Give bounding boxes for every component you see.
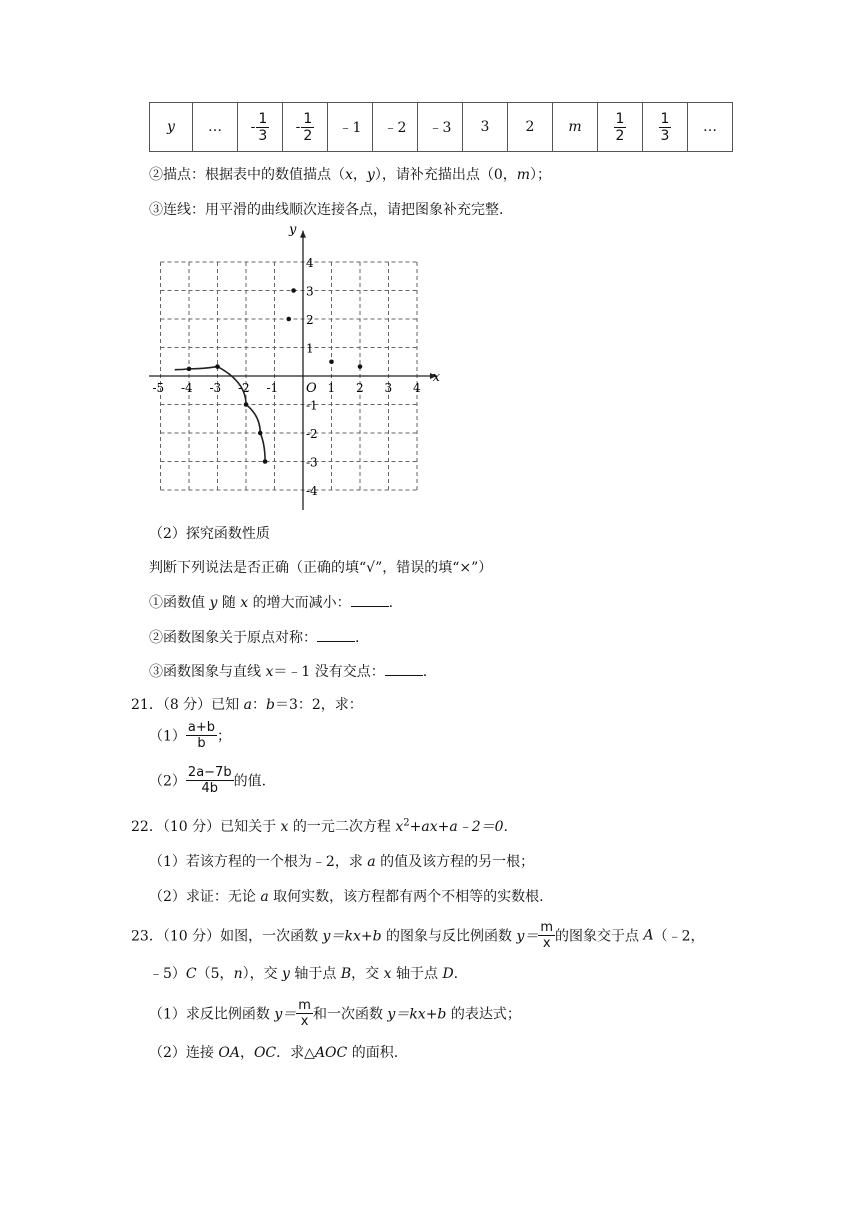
minus-sign: - [250, 119, 256, 135]
q23-line1-post: 的图象交于点 [555, 928, 644, 945]
fraction-denominator: b [186, 735, 217, 751]
part2-q2 [149, 627, 359, 647]
fraction-denominator: 2 [303, 127, 313, 144]
graph-point [329, 359, 334, 364]
minus-sign: - [295, 119, 301, 135]
part2-intro: 判断下列说法是否正确（正确的填“√”，错误的填“×”） [149, 560, 493, 576]
fraction-denominator: 3 [258, 127, 268, 144]
values-table [149, 102, 733, 152]
fraction [186, 765, 234, 796]
answer-blank[interactable] [385, 663, 423, 676]
step2-mid: ），请补充描出点（0， [374, 167, 517, 183]
fraction [614, 111, 627, 144]
point-D: D [442, 966, 454, 982]
step2-comma: ， [352, 167, 367, 183]
q2-pre: ②函数图象关于原点对称： [149, 630, 317, 646]
graph-point [263, 459, 268, 464]
x-tick-label: 4 [413, 381, 421, 395]
fraction-numerator: m [298, 998, 311, 1013]
x-tick-label: -5 [152, 381, 165, 395]
q22-equation-rest: +ax+a﹣2＝0. [409, 819, 508, 835]
segment-OA: OA [218, 1045, 240, 1061]
fraction-denominator: x [538, 935, 555, 951]
fraction-numerator: a+b [187, 720, 216, 735]
step3-text: ③连线：用平滑的曲线顺次连接各点，请把图象补充完整. [149, 202, 504, 218]
q23-line2-mid: （5， [196, 966, 234, 982]
point-B: B [340, 966, 352, 982]
table-cell [283, 103, 328, 152]
q3-end: . [422, 664, 428, 680]
table-cell [643, 103, 688, 152]
graph-point [291, 288, 296, 293]
q23-line2-mid2: ），交 [242, 966, 283, 982]
x-tick-label: 1 [327, 381, 336, 395]
formula-inverse-prefix: y＝ [516, 928, 539, 945]
var-y: y [209, 595, 218, 611]
table-cell: ﹣1 [328, 103, 373, 152]
q2-end: . [355, 630, 360, 646]
q23-line2-mid4: ，交 [351, 966, 384, 982]
y-axis-arrow [300, 231, 306, 238]
table-cell [238, 103, 283, 152]
var-a: a [367, 854, 376, 870]
var-x: x [265, 664, 274, 680]
q22-part2 [149, 886, 544, 906]
q21-p2-end: 的值. [233, 773, 267, 790]
q1-mid: 随 [217, 595, 241, 611]
point-A: A [643, 927, 654, 944]
part-label: （1） [149, 728, 186, 745]
graph-point [286, 317, 291, 322]
exponent: 2 [403, 817, 410, 829]
q23-line1-pre: （10 分）如图，一次函数 [162, 928, 323, 945]
y-tick-label: -1 [306, 398, 318, 413]
q23-comma: ， [239, 1045, 254, 1061]
table-header-cell: y [150, 103, 193, 152]
q3-pre: ③函数图象与直线 [149, 664, 266, 680]
part2-title: （2）探究函数性质 [149, 526, 270, 542]
fraction [301, 111, 314, 144]
q1-pre: ①函数值 [149, 595, 210, 611]
q23-line2-end: . [453, 966, 459, 982]
q23-line1 [131, 920, 705, 951]
fraction [538, 920, 555, 951]
q22-stem [131, 816, 508, 836]
q23-line2 [149, 963, 458, 983]
fraction-denominator: 4b [186, 780, 234, 796]
y-tick-label: 4 [306, 256, 314, 270]
q21-colon: ： [252, 697, 266, 713]
fraction-numerator: 1 [660, 110, 670, 127]
x-tick-label: -2 [238, 381, 250, 395]
formula-inverse-prefix: y＝ [274, 1006, 297, 1023]
q21-part1 [149, 720, 231, 751]
var-b: b [266, 697, 275, 713]
table-cell: ﹣3 [418, 103, 463, 152]
q23-p2-pre: （2）连接 [149, 1045, 219, 1061]
fraction [256, 111, 269, 144]
fraction [659, 111, 672, 144]
triangle-AOC: AOC [314, 1045, 348, 1061]
function-graph [149, 224, 449, 510]
answer-blank[interactable] [317, 629, 355, 642]
q23-part2 [149, 1042, 398, 1062]
q21-stem-post: ＝3：2，求： [274, 697, 363, 713]
fraction [296, 998, 313, 1029]
graph-tick-labels [153, 224, 441, 498]
fraction-numerator: 1 [615, 110, 625, 127]
step2-suffix: ）； [530, 167, 552, 183]
part2-q1 [149, 592, 393, 612]
fraction-numerator: m [540, 920, 554, 935]
q21-stem [131, 694, 363, 714]
q22-p1-post: 的值及该方程的另一根； [375, 854, 535, 870]
table-cell: m [553, 103, 598, 152]
q22-part1 [149, 851, 534, 871]
q23-line2-mid3: 轴于点 [289, 966, 341, 982]
fraction-denominator: x [296, 1013, 313, 1029]
q22-stem-mid: 的一元二次方程 [288, 819, 396, 835]
q23-p1-mid: 和一次函数 [312, 1006, 388, 1023]
y-tick-label: -2 [306, 427, 318, 441]
graph-point [358, 364, 363, 369]
table-cell: 3 [463, 103, 508, 152]
q23-p1-post: 的表达式； [446, 1006, 521, 1023]
q23-line1-mid: 的图象与反比例函数 [381, 928, 517, 945]
x-tick-label: 2 [356, 381, 364, 395]
fraction-numerator: 1 [258, 110, 268, 127]
formula-linear: y＝kx+b [387, 1006, 447, 1023]
table-row [150, 103, 733, 152]
fraction-numerator: 2a−7b [187, 765, 232, 780]
y-tick-label: 2 [306, 313, 314, 327]
q1-end: . [388, 595, 394, 611]
point-C: C [185, 966, 197, 982]
table-cell: … [688, 103, 733, 152]
q22-stem-pre: （10 分）已知关于 [162, 819, 281, 835]
table-cell: 2 [508, 103, 553, 152]
x-axis-label: x [432, 370, 441, 385]
q23-line2-pre: ﹣5） [149, 966, 186, 982]
step2-prefix: ②描点：根据表中的数值描点（ [149, 167, 345, 183]
var-y: y [366, 167, 375, 183]
var-y: y [282, 966, 290, 982]
var-x: x [240, 595, 249, 611]
graph-point [244, 402, 249, 407]
q23-line2-mid5: 轴于点 [391, 966, 443, 982]
part-label: （2） [149, 773, 186, 790]
q21-part2 [149, 765, 266, 796]
origin-label: O [306, 381, 317, 396]
var-x: x [280, 819, 289, 835]
q22-p2-pre: （2）求证：无论 [149, 889, 261, 905]
q23-p2-mid: ．求△ [276, 1045, 315, 1061]
q23-p2-post: 的面积. [347, 1045, 399, 1061]
var-x: x [383, 966, 392, 982]
graph-point [258, 431, 263, 436]
graph-point [187, 367, 192, 372]
x-tick-label: -1 [266, 381, 279, 395]
table-cell: ﹣2 [373, 103, 418, 152]
x-tick-label: -3 [209, 381, 222, 395]
var-n: n [233, 966, 243, 982]
q21-stem-pre: （8 分）已知 [162, 697, 244, 713]
y-tick-label: -3 [306, 455, 318, 470]
var-m: m [516, 167, 531, 183]
q23-line1-end: （﹣2， [653, 928, 705, 945]
var-a: a [260, 889, 269, 905]
q3-post: ＝﹣1 没有交点： [273, 664, 385, 680]
q21-p1-end: ； [217, 728, 232, 745]
step2-text [149, 164, 551, 184]
q22-p2-post: 取何实数，该方程都有两个不相等的实数根. [268, 889, 544, 905]
var-x: x [395, 819, 404, 835]
graph-axes [149, 231, 437, 510]
fraction-denominator: 2 [615, 127, 625, 144]
formula-linear: y＝kx+b [322, 928, 382, 945]
q23-part1 [149, 998, 521, 1029]
q23-p1-pre: （1）求反比例函数 [149, 1006, 275, 1023]
var-x: x [345, 167, 353, 183]
table-cell: … [193, 103, 238, 152]
table-cell [598, 103, 643, 152]
y-axis-label: y [289, 224, 297, 238]
y-tick-label: 1 [306, 341, 314, 356]
question-number: 22． [131, 819, 163, 835]
var-a: a [243, 697, 252, 713]
question-number: 21． [131, 697, 163, 713]
graph-point [215, 364, 220, 369]
q22-p1-pre: （1）若该方程的一个根为﹣2，求 [149, 854, 368, 870]
segment-OC: OC [253, 1045, 277, 1061]
fraction-denominator: 3 [660, 127, 670, 144]
y-tick-label: 3 [306, 284, 314, 299]
q1-post: 的增大而减小： [248, 595, 351, 611]
question-number: 23． [131, 928, 163, 945]
fraction-numerator: 1 [303, 110, 313, 127]
x-tick-label: 3 [384, 381, 393, 395]
answer-blank[interactable] [351, 594, 389, 607]
y-tick-label: -4 [306, 484, 318, 498]
fraction [186, 720, 217, 751]
x-tick-label: -4 [181, 381, 193, 395]
part2-q3 [149, 661, 427, 681]
